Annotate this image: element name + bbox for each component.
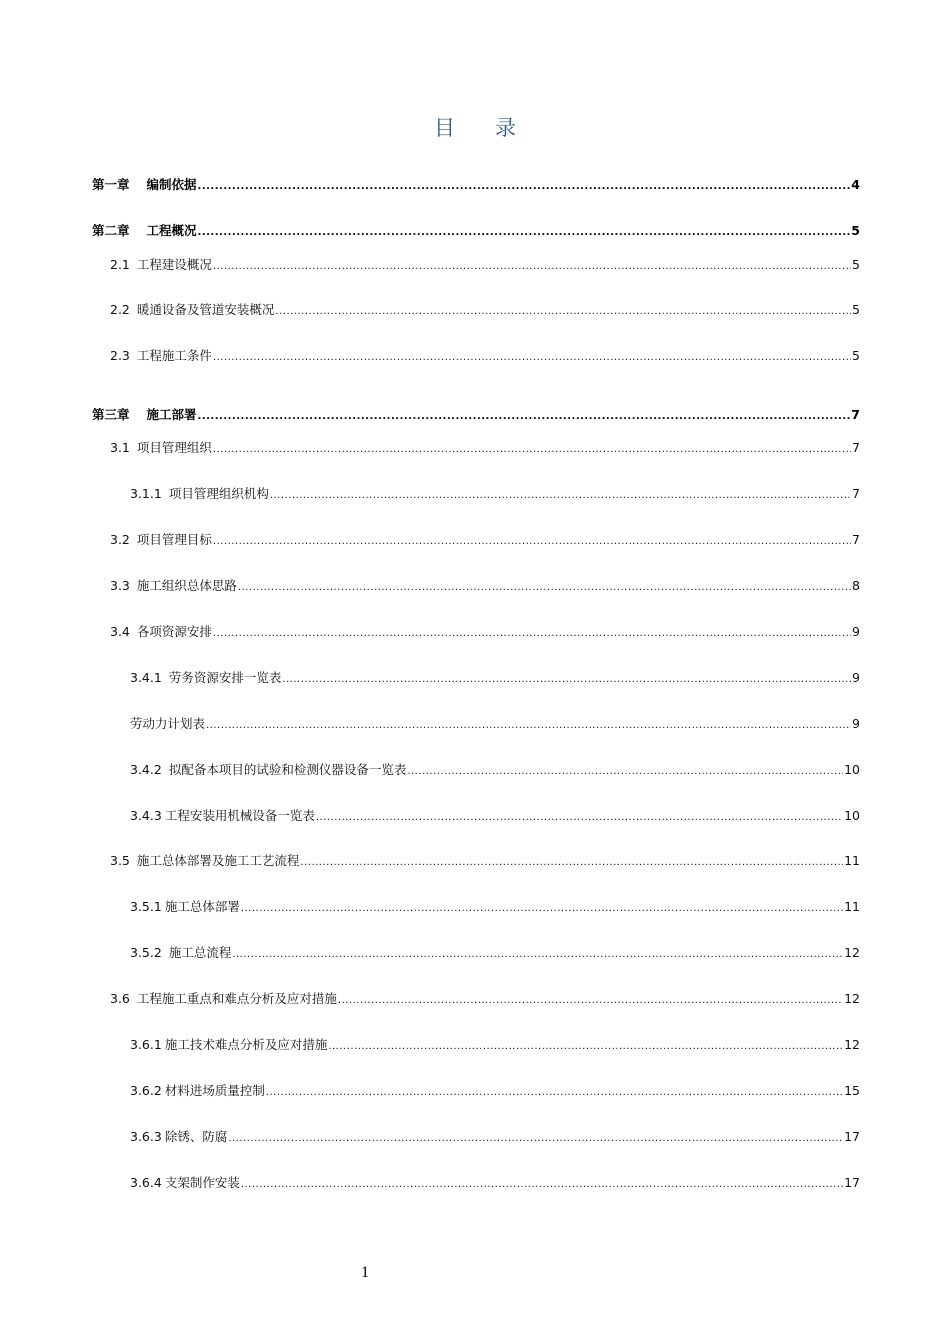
toc-entry-3-5[interactable] (110, 852, 860, 870)
toc-entry-label: 材料进场质量控制 (164, 1083, 265, 1098)
toc-entry-number: 3.4.1 (130, 670, 162, 685)
toc-entry-label: 项目管理目标 (136, 532, 212, 547)
toc-entry-label: 施工技术难点分析及应对措施 (164, 1037, 328, 1052)
toc-entry-label: 工程施工重点和难点分析及应对措施 (136, 991, 337, 1006)
dot-leader (213, 349, 851, 367)
dot-leader (232, 946, 843, 964)
toc-entry-3-4-3[interactable] (130, 807, 860, 825)
toc-entry-number: 3.1.1 (130, 486, 162, 501)
toc-entry-3-4-2[interactable] (130, 761, 860, 779)
toc-entry-page: 5 (852, 348, 860, 363)
toc-entry-label: 项目管理组织 (136, 440, 212, 455)
toc-entry-3-6-4[interactable] (130, 1174, 860, 1192)
toc-entry-page: 15 (844, 1083, 860, 1098)
toc-entry-page: 8 (852, 578, 860, 593)
dot-leader (338, 992, 843, 1010)
toc-entry-number: 2.1 (110, 257, 130, 272)
toc-entry-3-1[interactable] (110, 439, 860, 457)
toc-entry-number: 3.2 (110, 532, 130, 547)
toc-entry-page: 12 (844, 991, 860, 1006)
toc-entry-number: 3.5.2 (130, 945, 162, 960)
dot-leader (407, 763, 843, 781)
page-title (0, 112, 950, 142)
toc-entry-page: 7 (852, 532, 860, 547)
toc-entry-page: 4 (851, 177, 860, 192)
toc-entry-page: 9 (852, 670, 860, 685)
toc-entry-label: 施工部署 (146, 407, 197, 422)
toc-entry-label: 劳动力计划表 (130, 716, 206, 731)
toc-entry-number: 3.6.4 (130, 1175, 162, 1190)
toc-entry-label: 支架制作安装 (164, 1175, 240, 1190)
toc-entry-label: 编制依据 (146, 177, 197, 192)
toc-entry-page: 9 (852, 716, 860, 731)
toc-entry-label: 施工总体部署及施工工艺流程 (136, 853, 300, 868)
toc-entry-3-5-2[interactable] (130, 944, 860, 962)
toc-entry-3-2[interactable] (110, 531, 860, 549)
toc-entry-3-3[interactable] (110, 577, 860, 595)
dot-leader (213, 625, 851, 643)
toc-entry-3-6-3[interactable] (130, 1128, 860, 1146)
toc-entry-2-3[interactable] (110, 347, 860, 365)
toc-entry-label: 工程安装用机械设备一览表 (164, 808, 315, 823)
toc-entry-number: 3.3 (110, 578, 130, 593)
toc-entry-page: 9 (852, 624, 860, 639)
toc-entry-label: 项目管理组织机构 (168, 486, 269, 501)
dot-leader (328, 1038, 843, 1056)
toc-entry-label: 施工组织总体思路 (136, 578, 237, 593)
toc-entry-page: 5 (852, 302, 860, 317)
toc-entry-page: 10 (844, 762, 860, 777)
toc-entry-labor-plan[interactable] (130, 715, 860, 733)
toc-entry-number: 3.6.2 (130, 1083, 162, 1098)
toc-entry-page: 12 (844, 1037, 860, 1052)
toc-entry-3-6-2[interactable] (130, 1082, 860, 1100)
toc-entry-label: 除锈、防腐 (164, 1129, 228, 1144)
toc-entry-2-2[interactable] (110, 301, 860, 319)
toc-entry-2-1[interactable] (110, 256, 860, 274)
toc-entry-number: 第一章 (92, 177, 130, 192)
dot-leader (241, 900, 843, 918)
toc-entry-page: 17 (844, 1175, 860, 1190)
dot-leader (198, 408, 851, 426)
dot-leader (316, 809, 843, 827)
toc-entry-page: 11 (844, 899, 860, 914)
toc-entry-label: 各项资源安排 (136, 624, 212, 639)
toc-entry-number: 3.6 (110, 991, 130, 1006)
dot-leader (300, 854, 843, 872)
toc-entry-page: 5 (852, 257, 860, 272)
toc-entry-page: 17 (844, 1129, 860, 1144)
toc-entry-number: 3.1 (110, 440, 130, 455)
toc-entry-number: 第二章 (92, 223, 130, 238)
toc-entry-number: 3.6.3 (130, 1129, 162, 1144)
toc-entry-number: 3.5.1 (130, 899, 162, 914)
toc-entry-number: 3.5 (110, 853, 130, 868)
dot-leader (270, 487, 851, 505)
toc-entry-label: 暖通设备及管道安装概况 (136, 302, 275, 317)
toc-entry-label: 劳务资源安排一览表 (168, 670, 282, 685)
toc-entry-number: 第三章 (92, 407, 130, 422)
dot-leader (198, 178, 851, 196)
dot-leader (238, 579, 851, 597)
toc-entry-page: 10 (844, 808, 860, 823)
toc-entry-3-1-1[interactable] (130, 485, 860, 503)
toc-entry-number: 3.4.3 (130, 808, 162, 823)
toc-entry-3-4[interactable] (110, 623, 860, 641)
toc-entry-number: 3.4.2 (130, 762, 162, 777)
toc-entry-number: 3.4 (110, 624, 130, 639)
toc-entry-page: 5 (851, 223, 860, 238)
toc-entry-chapter-1[interactable] (92, 176, 860, 194)
toc-entry-label: 施工总体部署 (164, 899, 240, 914)
toc-entry-3-6[interactable] (110, 990, 860, 1008)
toc-entry-label: 工程施工条件 (136, 348, 212, 363)
dot-leader (213, 441, 851, 459)
toc-entry-page: 11 (844, 853, 860, 868)
dot-leader (198, 224, 851, 242)
toc-entry-page: 7 (852, 486, 860, 501)
dot-leader (241, 1176, 843, 1194)
toc-entry-page: 7 (851, 407, 860, 422)
dot-leader (275, 303, 851, 321)
toc-entry-chapter-3[interactable] (92, 406, 860, 424)
dot-leader (213, 258, 851, 276)
dot-leader (206, 717, 851, 735)
toc-entry-3-6-1[interactable] (130, 1036, 860, 1054)
toc-entry-page: 12 (844, 945, 860, 960)
toc-entry-label: 工程建设概况 (136, 257, 212, 272)
dot-leader (282, 671, 851, 689)
toc-entry-number: 3.6.1 (130, 1037, 162, 1052)
toc-entry-page: 7 (852, 440, 860, 455)
title-char-2: 录 (495, 116, 516, 140)
page-number: 1 (361, 1264, 369, 1281)
toc-entry-number: 2.3 (110, 348, 130, 363)
dot-leader (213, 533, 851, 551)
dot-leader (228, 1130, 843, 1148)
toc-entry-chapter-2[interactable] (92, 222, 860, 240)
toc-entry-label: 工程概况 (146, 223, 197, 238)
toc-entry-3-4-1[interactable] (130, 669, 860, 687)
title-char-1: 目 (434, 116, 455, 140)
dot-leader (266, 1084, 843, 1102)
toc-entry-label: 施工总流程 (168, 945, 232, 960)
toc-entry-label: 拟配备本项目的试验和检测仪器设备一览表 (168, 762, 407, 777)
toc-entry-number: 2.2 (110, 302, 130, 317)
toc-entry-3-5-1[interactable] (130, 898, 860, 916)
